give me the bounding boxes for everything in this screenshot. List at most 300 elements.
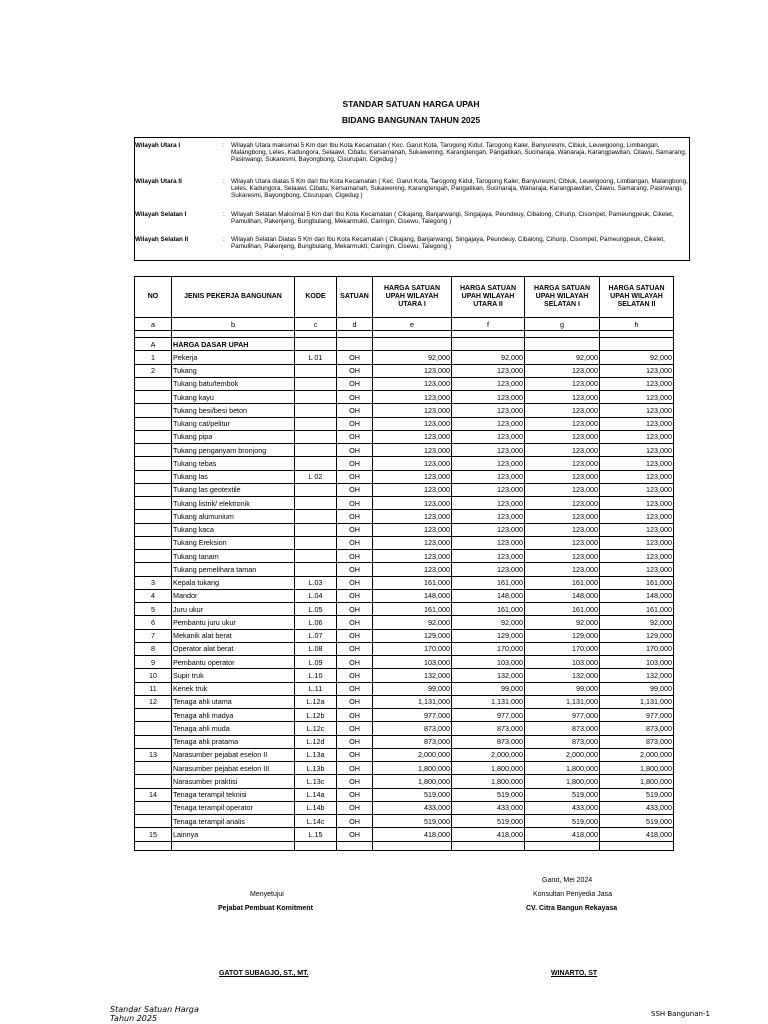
row-no (135, 417, 172, 430)
row-no (135, 377, 172, 390)
table-row (135, 788, 674, 801)
row-satuan: OH (337, 576, 373, 589)
row-price: 161,000 (373, 603, 452, 616)
row-name: Tukang listrik/ elektronik (172, 497, 295, 510)
footer-page-label: SSH Bangunan-1 (651, 1010, 710, 1018)
table-row (135, 404, 674, 417)
row-price: 123,000 (452, 391, 525, 404)
row-price: 123,000 (600, 536, 674, 549)
table-row (135, 523, 674, 536)
row-price: 1,131,000 (525, 695, 600, 708)
row-price: 123,000 (452, 523, 525, 536)
row-price: 873,000 (452, 722, 525, 735)
row-no (135, 550, 172, 563)
region-colon: : (223, 142, 225, 149)
row-price: 123,000 (600, 430, 674, 443)
document-title: STANDAR SATUAN HARGA UPAH (342, 99, 480, 109)
region-name: Wilayah Utara I (135, 142, 181, 149)
row-satuan: OH (337, 616, 373, 629)
table-row (135, 616, 674, 629)
row-no (135, 391, 172, 404)
row-name: Tenaga terampil teknisi (172, 788, 295, 801)
row-price: 123,000 (525, 364, 600, 377)
row-price: 132,000 (452, 669, 525, 682)
table-row (135, 391, 674, 404)
table-end-row (135, 841, 674, 850)
row-price: 2,000,000 (600, 748, 674, 761)
row-price: 103,000 (452, 656, 525, 669)
row-price: 92,000 (525, 351, 600, 364)
row-satuan: OH (337, 735, 373, 748)
row-price: 873,000 (600, 722, 674, 735)
row-no: 1 (135, 351, 172, 364)
row-name: Tukang Ereksion (172, 536, 295, 549)
section-row (135, 338, 674, 351)
row-price: 418,000 (452, 828, 525, 841)
row-kode (295, 430, 337, 443)
row-satuan: OH (337, 351, 373, 364)
row-no (135, 709, 172, 722)
row-price: 123,000 (525, 377, 600, 390)
row-name: Tukang penganyam bronjong (172, 444, 295, 457)
row-kode: L.07 (295, 629, 337, 642)
row-no: 5 (135, 603, 172, 616)
row-price: 519,000 (452, 788, 525, 801)
row-price: 148,000 (452, 589, 525, 602)
row-price: 99,000 (525, 682, 600, 695)
row-price: 132,000 (525, 669, 600, 682)
row-price: 123,000 (452, 563, 525, 576)
row-name: Juru ukur (172, 603, 295, 616)
row-price: 418,000 (600, 828, 674, 841)
row-price: 161,000 (525, 603, 600, 616)
row-price: 123,000 (525, 417, 600, 430)
row-no (135, 457, 172, 470)
table-row (135, 748, 674, 761)
row-price: 123,000 (373, 377, 452, 390)
row-kode: L.04 (295, 589, 337, 602)
table-row (135, 364, 674, 377)
row-name: Tukang alumunium (172, 510, 295, 523)
row-price: 977,000 (525, 709, 600, 722)
row-price: 519,000 (525, 815, 600, 828)
row-price: 977,000 (600, 709, 674, 722)
row-name: Tenaga ahli muda (172, 722, 295, 735)
region-name: Wilayah Selatan II (135, 236, 189, 243)
row-kode: L 02 (295, 470, 337, 483)
row-price: 977,000 (452, 709, 525, 722)
row-price: 148,000 (373, 589, 452, 602)
row-price: 92,000 (373, 351, 452, 364)
row-price: 123,000 (452, 510, 525, 523)
row-price: 123,000 (600, 497, 674, 510)
row-price: 1,800,000 (600, 762, 674, 775)
col-header-jenis: JENIS PEKERJA BANGUNAN (172, 277, 295, 318)
section-label: HARGA DASAR UPAH (172, 338, 295, 351)
row-price: 433,000 (525, 801, 600, 814)
row-kode (295, 417, 337, 430)
row-price: 123,000 (525, 457, 600, 470)
table-row (135, 589, 674, 602)
row-price: 873,000 (600, 735, 674, 748)
row-price: 170,000 (373, 642, 452, 655)
row-price: 519,000 (600, 815, 674, 828)
row-no (135, 444, 172, 457)
row-price: 123,000 (373, 470, 452, 483)
row-no: 6 (135, 616, 172, 629)
col-header-selatan-1: HARGA SATUAN UPAH WILAYAH SELATAN I (525, 277, 600, 318)
row-satuan: OH (337, 483, 373, 496)
row-price: 123,000 (525, 550, 600, 563)
row-no (135, 775, 172, 788)
row-price: 1,800,000 (373, 775, 452, 788)
row-price: 92,000 (452, 616, 525, 629)
row-name: Tenaga ahli madya (172, 709, 295, 722)
row-price: 123,000 (600, 457, 674, 470)
row-price: 123,000 (600, 550, 674, 563)
row-satuan: OH (337, 682, 373, 695)
row-price: 519,000 (525, 788, 600, 801)
region-colon: : (223, 211, 225, 218)
row-name: Tukang las geotextile (172, 483, 295, 496)
row-satuan: OH (337, 563, 373, 576)
row-kode: L.14b (295, 801, 337, 814)
row-satuan: OH (337, 364, 373, 377)
row-price: 519,000 (373, 815, 452, 828)
row-no (135, 430, 172, 443)
row-price: 873,000 (373, 735, 452, 748)
row-no (135, 510, 172, 523)
table-row (135, 815, 674, 828)
row-name: Mekanik alat berat (172, 629, 295, 642)
row-price: 148,000 (525, 589, 600, 602)
row-price: 2,000,000 (373, 748, 452, 761)
row-price: 123,000 (525, 483, 600, 496)
row-price: 161,000 (452, 603, 525, 616)
table-row (135, 563, 674, 576)
row-no (135, 470, 172, 483)
col-header-satuan: SATUAN (337, 277, 373, 318)
row-price: 132,000 (373, 669, 452, 682)
row-satuan: OH (337, 497, 373, 510)
row-satuan: OH (337, 589, 373, 602)
row-price: 123,000 (525, 404, 600, 417)
col-header-no: NO (135, 277, 172, 318)
table-row (135, 735, 674, 748)
wage-table (134, 276, 674, 851)
table-row (135, 682, 674, 695)
row-price: 2,000,000 (452, 748, 525, 761)
row-name: Tenaga ahli pratama (172, 735, 295, 748)
region-name: Wilayah Selatan I (135, 211, 187, 218)
row-no: 14 (135, 788, 172, 801)
table-row (135, 709, 674, 722)
footer-line-1: Standar Satuan Harga (110, 1005, 199, 1014)
row-price: 123,000 (373, 483, 452, 496)
row-satuan: OH (337, 722, 373, 735)
section-no: A (135, 338, 172, 351)
spacer-row (135, 331, 674, 338)
row-price: 170,000 (452, 642, 525, 655)
row-price: 1,800,000 (525, 775, 600, 788)
row-name: Kenek truk (172, 682, 295, 695)
row-satuan: OH (337, 550, 373, 563)
row-no: 12 (135, 695, 172, 708)
row-price: 123,000 (525, 536, 600, 549)
right-signer-title: CV. Citra Bangun Rekayasa (526, 905, 618, 912)
row-satuan: OH (337, 775, 373, 788)
row-price: 123,000 (600, 377, 674, 390)
row-kode (295, 510, 337, 523)
row-satuan: OH (337, 430, 373, 443)
row-name: Tukang cat/pelitur (172, 417, 295, 430)
row-price: 873,000 (525, 722, 600, 735)
left-signer-title: Pejabat Pembuat Komitment (218, 905, 313, 912)
col-letter: d (337, 318, 373, 331)
row-no (135, 735, 172, 748)
row-price: 123,000 (452, 430, 525, 443)
row-price: 873,000 (452, 735, 525, 748)
row-price: 1,800,000 (525, 762, 600, 775)
row-name: Tukang tanam (172, 550, 295, 563)
column-letter-row (135, 318, 674, 331)
row-kode: L.12d (295, 735, 337, 748)
row-satuan: OH (337, 404, 373, 417)
row-price: 418,000 (525, 828, 600, 841)
table-row (135, 417, 674, 430)
row-satuan: OH (337, 470, 373, 483)
row-no: 7 (135, 629, 172, 642)
row-price: 433,000 (452, 801, 525, 814)
row-name: Narasumber pejabat eselon III (172, 762, 295, 775)
row-kode: L.15 (295, 828, 337, 841)
col-header-kode: KODE (295, 277, 337, 318)
row-no (135, 483, 172, 496)
row-price: 123,000 (525, 391, 600, 404)
region-name: Wilayah Utara II (135, 178, 182, 185)
row-price: 433,000 (373, 801, 452, 814)
row-price: 123,000 (600, 444, 674, 457)
col-letter: b (172, 318, 295, 331)
row-kode (295, 404, 337, 417)
row-kode (295, 563, 337, 576)
row-kode: L.11 (295, 682, 337, 695)
col-header-selatan-2: HARGA SATUAN UPAH WILAYAH SELATAN II (600, 277, 674, 318)
row-price: 123,000 (373, 444, 452, 457)
row-name: Tukang tebas (172, 457, 295, 470)
row-satuan: OH (337, 788, 373, 801)
col-letter: h (600, 318, 674, 331)
row-price: 123,000 (600, 483, 674, 496)
row-price: 123,000 (600, 364, 674, 377)
row-price: 123,000 (373, 563, 452, 576)
table-row (135, 629, 674, 642)
row-no: 9 (135, 656, 172, 669)
row-no: 2 (135, 364, 172, 377)
row-price: 123,000 (452, 404, 525, 417)
row-satuan: OH (337, 510, 373, 523)
row-no (135, 815, 172, 828)
row-price: 123,000 (373, 364, 452, 377)
row-kode: L.03 (295, 576, 337, 589)
row-price: 99,000 (600, 682, 674, 695)
table-row (135, 695, 674, 708)
col-letter: e (373, 318, 452, 331)
left-signer-name: GATOT SUBAGJO, ST., MT. (219, 970, 309, 977)
row-kode: L.05 (295, 603, 337, 616)
row-satuan: OH (337, 391, 373, 404)
row-price: 2,000,000 (525, 748, 600, 761)
row-price: 123,000 (452, 497, 525, 510)
row-no: 8 (135, 642, 172, 655)
row-price: 92,000 (452, 351, 525, 364)
row-price: 519,000 (373, 788, 452, 801)
row-name: Tukang (172, 364, 295, 377)
row-name: Tukang pemelihara taman (172, 563, 295, 576)
table-row (135, 669, 674, 682)
row-price: 123,000 (452, 417, 525, 430)
table-row (135, 775, 674, 788)
table-row (135, 483, 674, 496)
row-no: 4 (135, 589, 172, 602)
region-description: Wilayah Utara maksimal 5 Km dari Ibu Kota Kecamatan ( Kec. Garut Kota, Tarogong Kidul, Tarogong Kaler, Banyuresmi, Cibiuk, Leuwigoong, Limbangan, Malangbong, Leles, Kadungora, Selaawi, Cibatu, Kersamanah, Sukawening, Karangtengah, Pangatikan, Sucinaraja, Wanaraja, Karangpawitan, Cilawu, Samarang, Pasirwangi, Sukaresmi, Bayongbong, Cisurupan, Cigedug ) (231, 142, 687, 164)
table-row (135, 470, 674, 483)
col-letter: f (452, 318, 525, 331)
row-price: 123,000 (373, 417, 452, 430)
row-price: 161,000 (452, 576, 525, 589)
row-name: Mandor (172, 589, 295, 602)
row-price: 103,000 (525, 656, 600, 669)
row-name: Tukang kaca (172, 523, 295, 536)
table-row (135, 444, 674, 457)
row-price: 103,000 (373, 656, 452, 669)
row-no: 13 (135, 748, 172, 761)
row-price: 123,000 (525, 470, 600, 483)
row-price: 123,000 (452, 536, 525, 549)
table-row (135, 497, 674, 510)
table-header-row (135, 277, 674, 318)
table-row (135, 430, 674, 443)
row-price: 92,000 (525, 616, 600, 629)
row-name: Pembantu juru ukur (172, 616, 295, 629)
row-name: Tenaga terampil operator (172, 801, 295, 814)
table-row (135, 801, 674, 814)
col-letter: c (295, 318, 337, 331)
row-no: 10 (135, 669, 172, 682)
row-price: 123,000 (452, 483, 525, 496)
row-price: 123,000 (452, 550, 525, 563)
row-price: 519,000 (452, 815, 525, 828)
row-name: Kepala tukang (172, 576, 295, 589)
row-satuan: OH (337, 762, 373, 775)
row-no: 15 (135, 828, 172, 841)
table-row (135, 576, 674, 589)
row-satuan: OH (337, 815, 373, 828)
row-name: Pembantu operator (172, 656, 295, 669)
table-row (135, 828, 674, 841)
row-price: 123,000 (452, 470, 525, 483)
row-kode (295, 444, 337, 457)
row-kode (295, 483, 337, 496)
table-row (135, 762, 674, 775)
row-price: 873,000 (373, 722, 452, 735)
row-no (135, 536, 172, 549)
row-kode (295, 457, 337, 470)
row-kode: L.12b (295, 709, 337, 722)
row-satuan: OH (337, 457, 373, 470)
row-satuan: OH (337, 536, 373, 549)
row-price: 1,800,000 (373, 762, 452, 775)
region-colon: : (223, 178, 225, 185)
row-satuan: OH (337, 695, 373, 708)
row-no (135, 497, 172, 510)
row-no (135, 404, 172, 417)
row-kode: L.09 (295, 656, 337, 669)
table-row (135, 457, 674, 470)
row-price: 1,131,000 (373, 695, 452, 708)
row-kode: L.06 (295, 616, 337, 629)
row-price: 132,000 (600, 669, 674, 682)
row-satuan: OH (337, 377, 373, 390)
row-price: 1,800,000 (600, 775, 674, 788)
row-name: Tukang besi/besi beton (172, 404, 295, 417)
row-price: 123,000 (373, 391, 452, 404)
row-satuan: OH (337, 669, 373, 682)
row-kode: L.14a (295, 788, 337, 801)
row-kode: L.12c (295, 722, 337, 735)
row-price: 1,131,000 (600, 695, 674, 708)
row-price: 103,000 (600, 656, 674, 669)
row-price: 161,000 (525, 576, 600, 589)
row-satuan: OH (337, 828, 373, 841)
row-no (135, 801, 172, 814)
table-row (135, 656, 674, 669)
row-kode: L.14c (295, 815, 337, 828)
col-header-utara-2: HARGA SATUAN UPAH WILAYAH UTARA II (452, 277, 525, 318)
row-price: 977,000 (373, 709, 452, 722)
row-name: Lainnya (172, 828, 295, 841)
row-price: 123,000 (373, 510, 452, 523)
row-kode: L.13c (295, 775, 337, 788)
row-price: 123,000 (373, 550, 452, 563)
row-name: Narasumber pejabat eselon II (172, 748, 295, 761)
row-price: 161,000 (373, 576, 452, 589)
footer-line-2: Tahun 2025 (110, 1014, 158, 1023)
row-price: 92,000 (373, 616, 452, 629)
row-price: 123,000 (600, 523, 674, 536)
row-price: 92,000 (600, 351, 674, 364)
table-row (135, 722, 674, 735)
row-price: 123,000 (373, 457, 452, 470)
row-price: 418,000 (373, 828, 452, 841)
row-price: 123,000 (525, 497, 600, 510)
document-subtitle: BIDANG BANGUNAN TAHUN 2025 (341, 115, 481, 125)
region-colon: : (223, 236, 225, 243)
row-satuan: OH (337, 656, 373, 669)
row-no (135, 523, 172, 536)
row-satuan: OH (337, 642, 373, 655)
row-price: 123,000 (452, 377, 525, 390)
row-name: Tukang kayu (172, 391, 295, 404)
row-satuan: OH (337, 629, 373, 642)
row-price: 1,800,000 (452, 775, 525, 788)
row-satuan: OH (337, 444, 373, 457)
row-price: 161,000 (600, 576, 674, 589)
row-price: 123,000 (373, 497, 452, 510)
row-satuan: OH (337, 748, 373, 761)
row-price: 123,000 (525, 444, 600, 457)
row-no (135, 722, 172, 735)
